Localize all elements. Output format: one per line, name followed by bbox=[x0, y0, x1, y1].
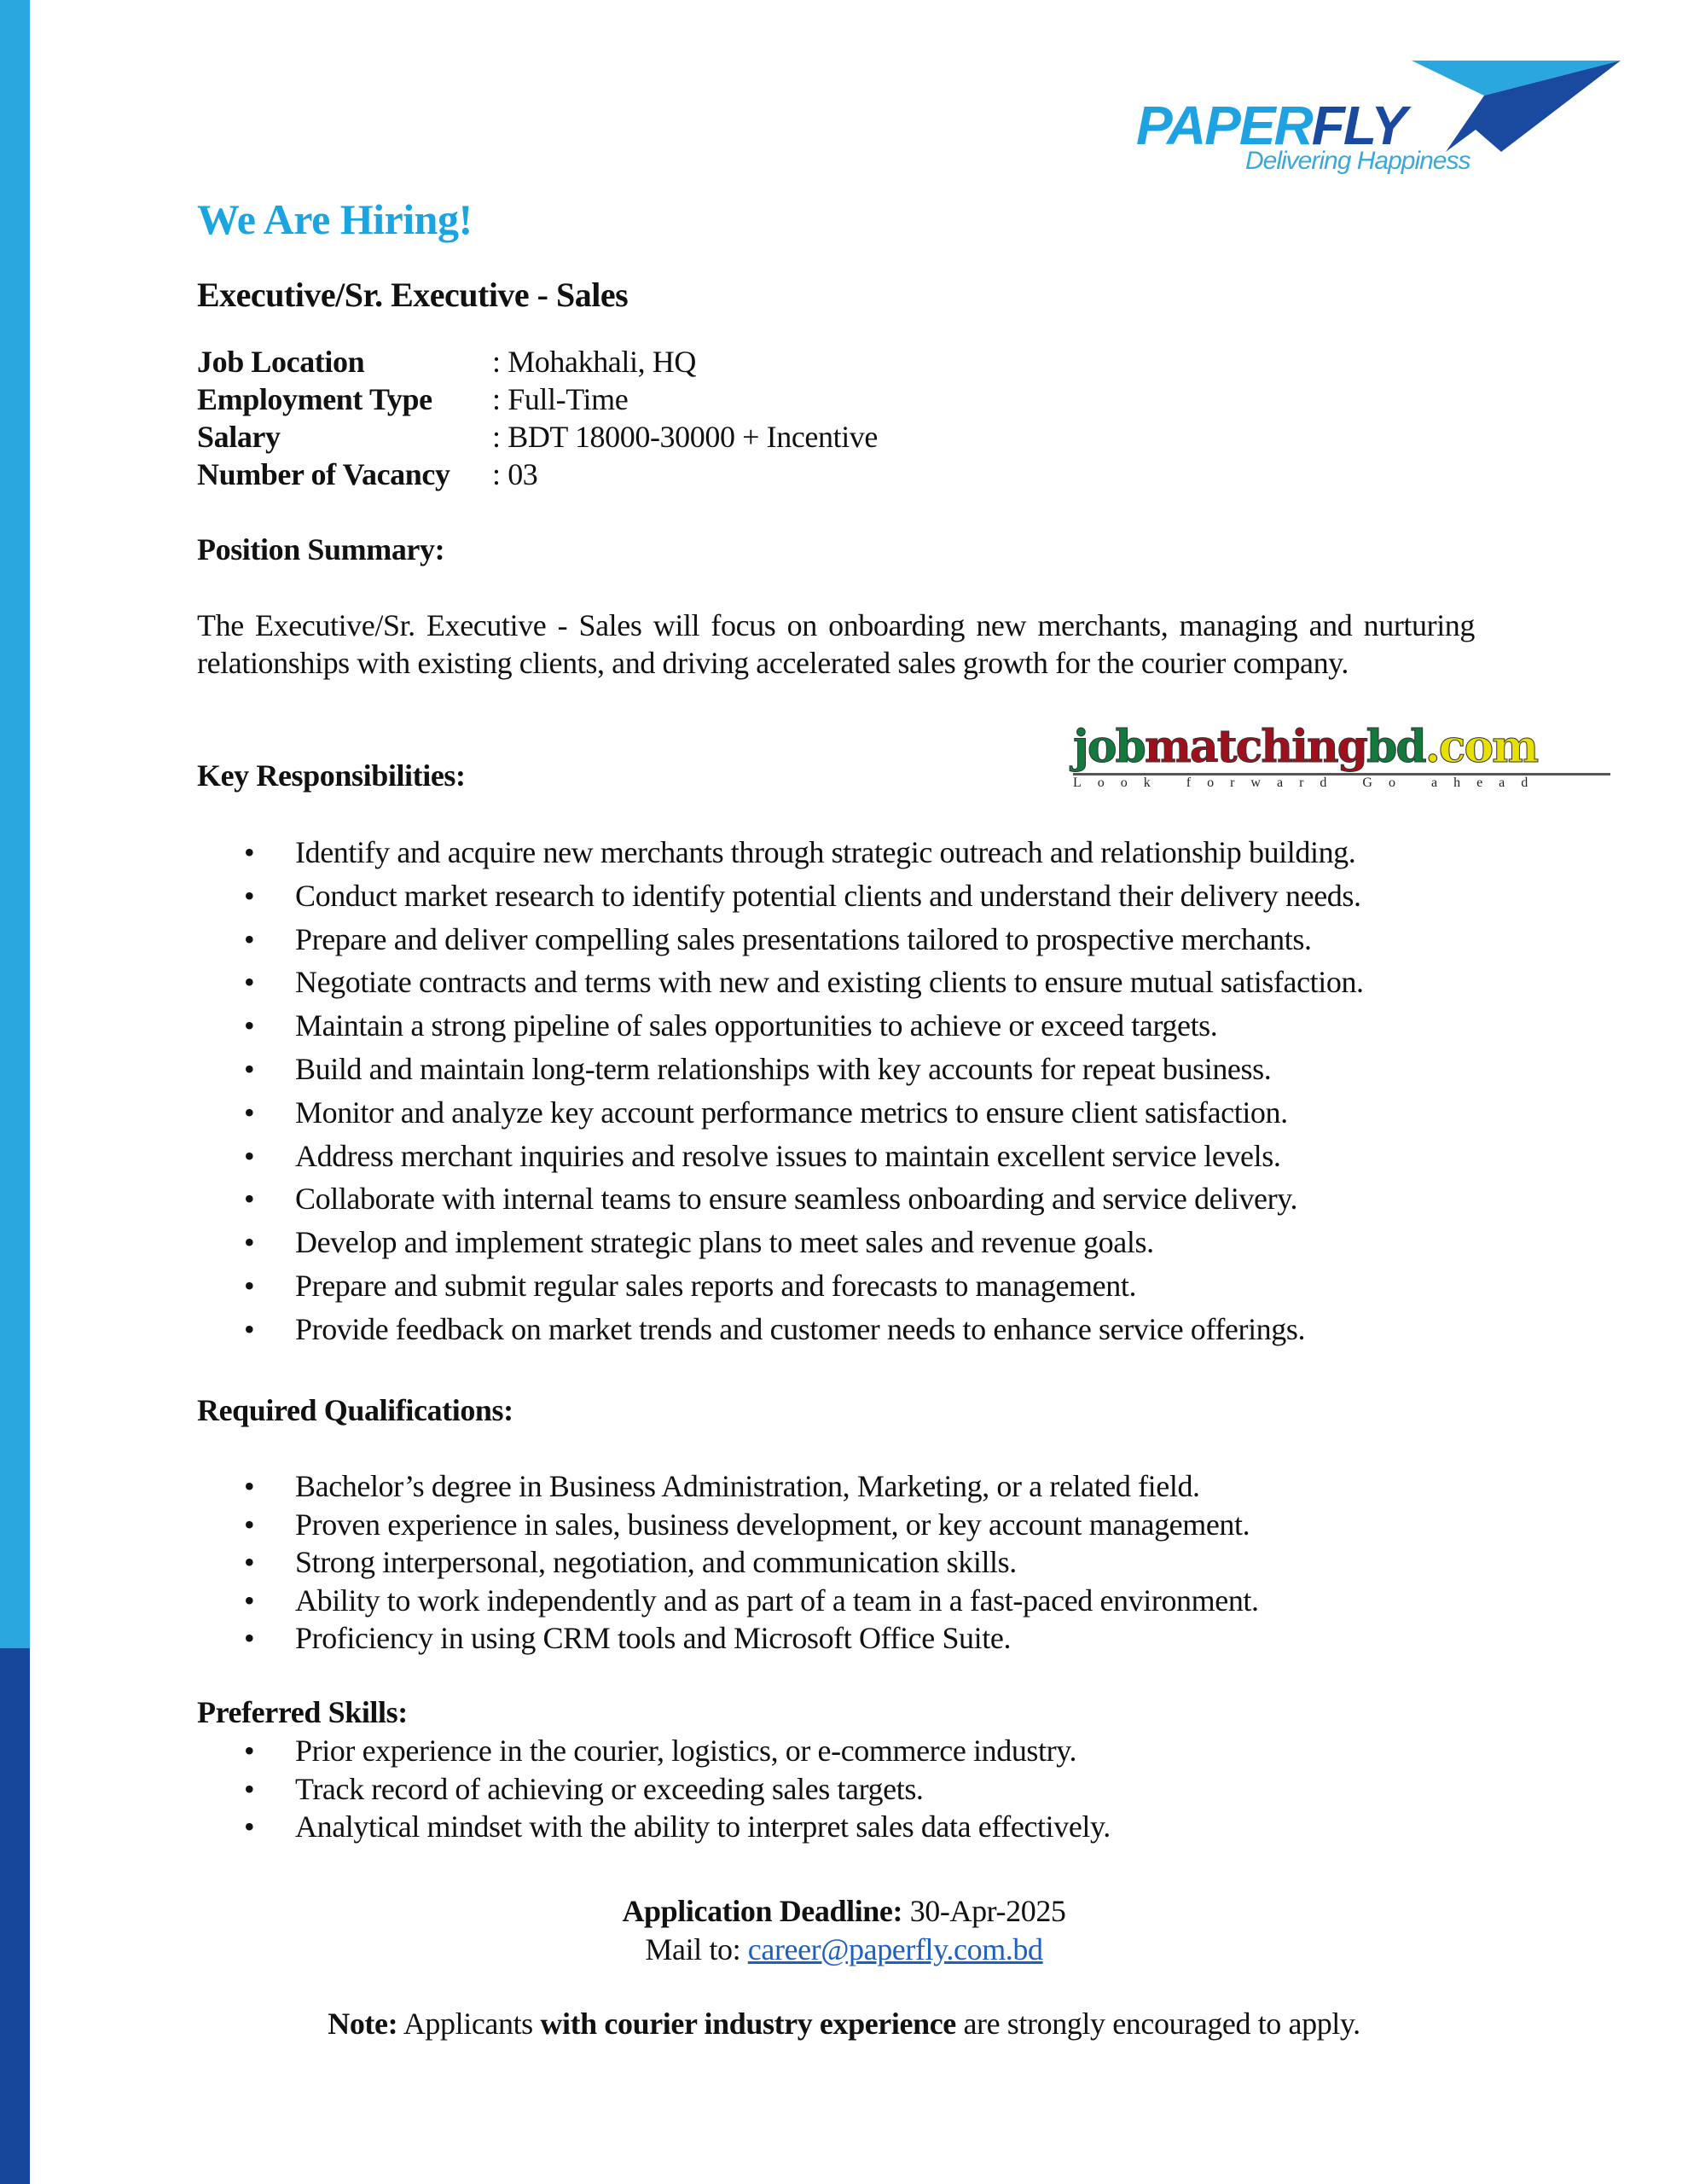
detail-value: : Mohakhali, HQ bbox=[492, 345, 696, 379]
note-emphasis: with courier industry experience bbox=[540, 2007, 956, 2041]
bullet-icon: • bbox=[244, 1621, 255, 1655]
left-accent-bar-light bbox=[0, 0, 30, 1648]
note-label: Note: bbox=[328, 2007, 398, 2041]
note-line bbox=[0, 2005, 1688, 2042]
list-item-text: Maintain a strong pipeline of sales opportunities to achieve or exceed targets. bbox=[295, 1008, 1218, 1043]
list-item-text: Prepare and deliver compelling sales presentations tailored to prospective merchants. bbox=[295, 921, 1312, 956]
list-item-text: Develop and implement strategic plans to meet sales and revenue goals. bbox=[295, 1225, 1154, 1260]
bullet-icon: • bbox=[244, 1008, 255, 1043]
bullet-icon: • bbox=[244, 1051, 255, 1086]
bullet-icon: • bbox=[244, 921, 255, 956]
bullet-icon: • bbox=[244, 878, 255, 913]
logo-text-paper: PAPER bbox=[1136, 95, 1312, 156]
watermark-com: .com bbox=[1424, 721, 1538, 773]
watermark-tagline: Look forward Go ahead bbox=[1073, 775, 1545, 790]
paperfly-logo bbox=[1126, 51, 1638, 179]
preferred-skills-heading: Preferred Skills: bbox=[197, 1695, 408, 1729]
logo-text-fly: FLY bbox=[1311, 95, 1406, 156]
note-text: are strongly encouraged to apply. bbox=[955, 2007, 1360, 2041]
list-item-text: Prepare and submit regular sales reports and forecasts to management. bbox=[295, 1268, 1137, 1303]
position-summary-heading: Position Summary: bbox=[197, 532, 445, 566]
deadline-value: 30-Apr-2025 bbox=[902, 1894, 1066, 1928]
bullet-icon: • bbox=[244, 1809, 255, 1844]
list-item-text: Proficiency in using CRM tools and Microsoft Office Suite. bbox=[295, 1621, 1012, 1655]
bullet-icon: • bbox=[244, 1771, 255, 1806]
bullet-icon: • bbox=[244, 1225, 255, 1260]
bullet-icon: • bbox=[244, 1734, 255, 1768]
bullet-icon: • bbox=[244, 1583, 255, 1618]
list-item-text: Bachelor’s degree in Business Administration, Marketing, or a related field. bbox=[295, 1469, 1200, 1503]
bullet-icon: • bbox=[244, 1507, 255, 1542]
list-item-text: Strong interpersonal, negotiation, and communication skills. bbox=[295, 1545, 1017, 1579]
bullet-icon: • bbox=[244, 1311, 255, 1346]
mail-to-line bbox=[0, 1931, 1688, 1968]
mail-label: Mail to: bbox=[645, 1932, 748, 1966]
deadline-label: Application Deadline: bbox=[622, 1894, 903, 1928]
bullet-icon: • bbox=[244, 835, 255, 869]
list-item-text: Ability to work independently and as part of a team in a fast-paced environment. bbox=[295, 1583, 1259, 1618]
list-item-text: Build and maintain long-term relationships with key accounts for repeat business. bbox=[295, 1051, 1272, 1086]
application-deadline bbox=[0, 1892, 1688, 1930]
bullet-icon: • bbox=[244, 1268, 255, 1303]
job-title: Executive/Sr. Executive - Sales bbox=[197, 276, 629, 314]
detail-label: Employment Type bbox=[197, 382, 432, 416]
detail-label: Number of Vacancy bbox=[197, 457, 450, 491]
logo-tagline: Delivering Happiness bbox=[1245, 147, 1470, 175]
list-item-text: Analytical mindset with the ability to interpret sales data effectively. bbox=[295, 1809, 1111, 1844]
hiring-heading: We Are Hiring! bbox=[197, 195, 473, 243]
watermark-bd: bd bbox=[1366, 721, 1425, 773]
detail-value: : Full-Time bbox=[492, 382, 629, 416]
list-item-text: Address merchant inquiries and resolve issues to maintain excellent service levels. bbox=[295, 1138, 1281, 1173]
required-qualifications-heading: Required Qualifications: bbox=[197, 1393, 513, 1427]
detail-value: : BDT 18000-30000 + Incentive bbox=[492, 420, 878, 454]
note-text: Applicants bbox=[397, 2007, 541, 2041]
list-item-text: Prior experience in the courier, logistics, or e-commerce industry. bbox=[295, 1734, 1077, 1768]
watermark-matching: matching bbox=[1144, 721, 1366, 773]
list-item-text: Monitor and analyze key account performance metrics to ensure client satisfaction. bbox=[295, 1095, 1288, 1130]
bullet-icon: • bbox=[244, 1095, 255, 1130]
watermark-job: job bbox=[1073, 721, 1145, 773]
bullet-icon: • bbox=[244, 1182, 255, 1217]
bullet-icon: • bbox=[244, 965, 255, 1000]
list-item-text: Proven experience in sales, business development, or key account management. bbox=[295, 1507, 1250, 1542]
jobmatchingbd-watermark bbox=[1073, 723, 1610, 792]
bullet-icon: • bbox=[244, 1138, 255, 1173]
bullet-icon: • bbox=[244, 1545, 255, 1579]
list-item-text: Negotiate contracts and terms with new and existing clients to ensure mutual satisfaction. bbox=[295, 965, 1364, 1000]
list-item-text: Provide feedback on market trends and customer needs to enhance service offerings. bbox=[295, 1311, 1306, 1346]
position-summary-text: The Executive/Sr. Executive - Sales will focus on onboarding new merchants, managing and nurturing relationships with existing clients, and driving accelerated sales growth for the courier company. bbox=[197, 608, 1475, 680]
list-item-text: Conduct market research to identify potential clients and understand their delivery needs. bbox=[295, 878, 1361, 913]
bullet-icon: • bbox=[244, 1469, 255, 1503]
list-item-text: Collaborate with internal teams to ensure seamless onboarding and service delivery. bbox=[295, 1182, 1298, 1217]
list-item-text: Identify and acquire new merchants through strategic outreach and relationship building. bbox=[295, 835, 1356, 869]
email-link[interactable]: career@paperfly.com.bd bbox=[747, 1932, 1043, 1966]
detail-label: Salary bbox=[197, 420, 281, 454]
detail-value: : 03 bbox=[492, 457, 538, 491]
key-responsibilities-heading: Key Responsibilities: bbox=[197, 758, 466, 793]
list-item-text: Track record of achieving or exceeding sales targets. bbox=[295, 1771, 924, 1806]
detail-label: Job Location bbox=[197, 345, 365, 379]
